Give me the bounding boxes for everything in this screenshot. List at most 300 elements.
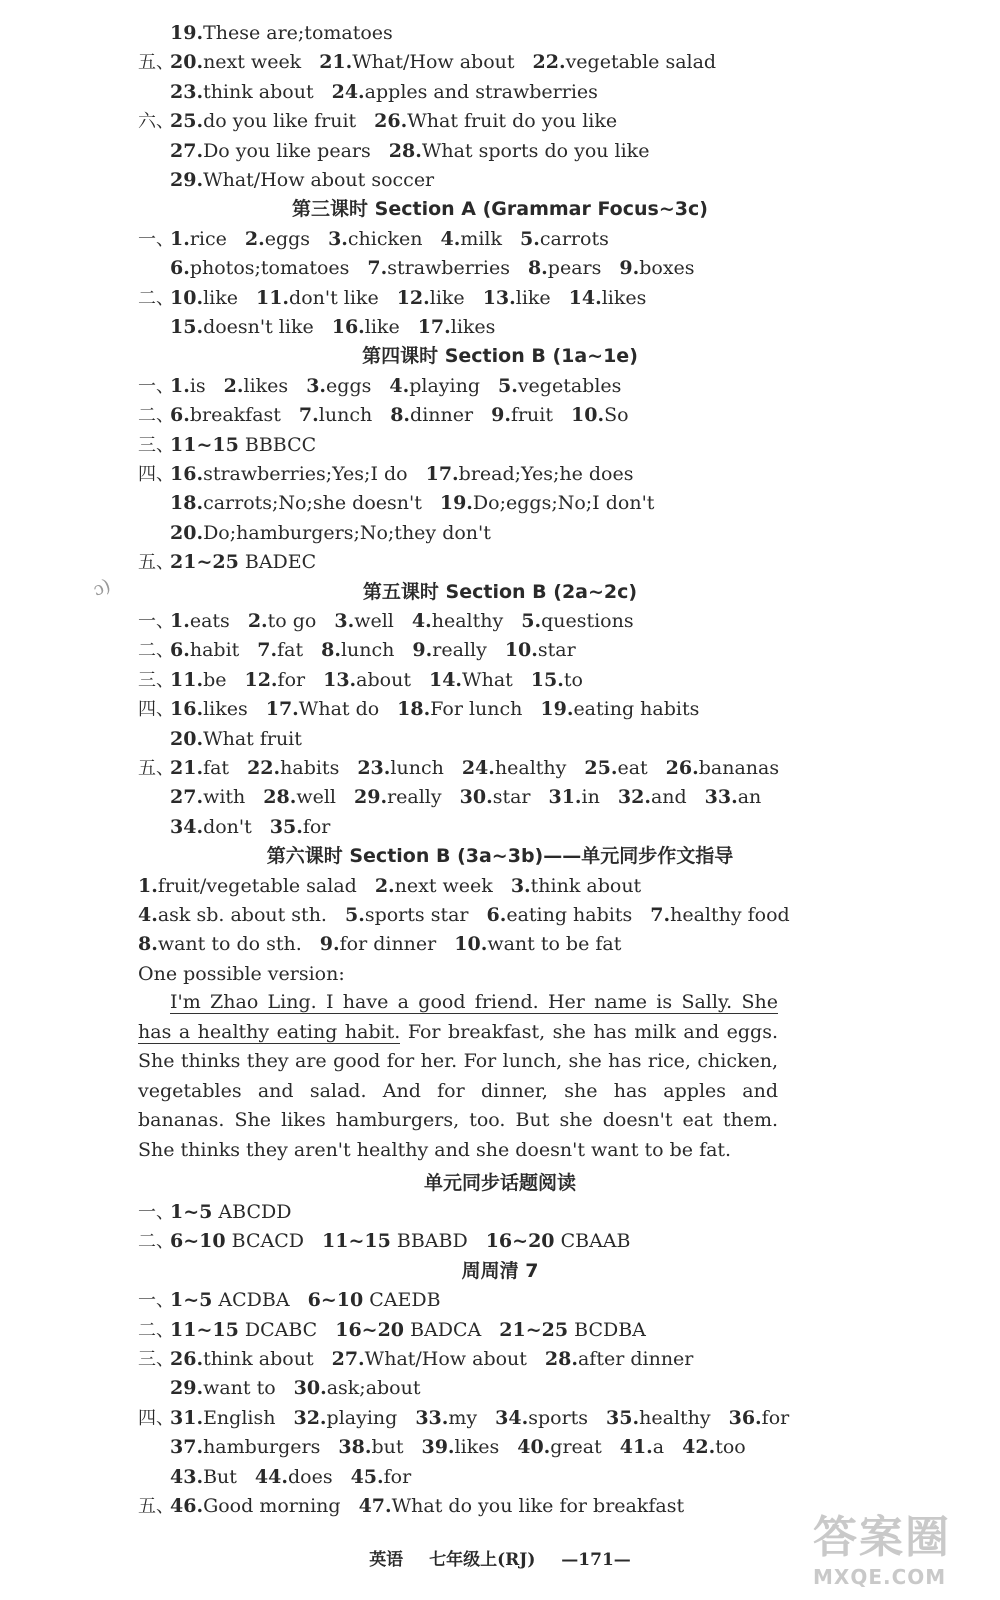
answer-item — [332, 316, 400, 338]
answer-line — [0, 724, 1000, 754]
answer-line — [0, 871, 1000, 901]
answer-line — [0, 1197, 1000, 1227]
answer-item — [454, 933, 621, 955]
answer-text: do you like fruit — [203, 110, 357, 133]
answer-text: star — [492, 786, 531, 809]
question-number: 45. — [350, 1465, 384, 1488]
answer-line — [0, 929, 1000, 959]
question-number: 7. — [367, 257, 388, 280]
answer-item — [390, 404, 473, 426]
answer-text: English — [203, 1406, 276, 1429]
question-number: 6~10 — [170, 1230, 226, 1253]
question-number: 9. — [619, 257, 640, 280]
answer-text: playing — [409, 374, 480, 397]
answer-item — [332, 1348, 527, 1370]
answer-line — [0, 959, 1000, 989]
question-number: 30. — [459, 786, 493, 809]
answer-item — [491, 404, 553, 426]
part-number: 二、 — [138, 640, 174, 662]
question-number: 40. — [517, 1436, 551, 1459]
answer-item — [170, 169, 434, 191]
answer-item — [138, 904, 327, 926]
answer-item — [170, 1230, 304, 1252]
question-number: 3. — [334, 610, 355, 632]
answer-line — [0, 400, 1000, 430]
answer-text: in — [581, 786, 600, 809]
answer-item — [545, 1348, 693, 1370]
question-number: 6. — [486, 904, 507, 926]
answer-text: my — [448, 1406, 478, 1429]
answer-text: milk — [460, 227, 503, 250]
answer-text: about — [356, 668, 411, 691]
footer-grade: 七年级上(RJ) — [429, 1550, 536, 1570]
question-number: 27. — [170, 786, 204, 809]
answer-text: for — [302, 815, 331, 838]
answer-line — [0, 488, 1000, 518]
question-number: 36. — [728, 1406, 762, 1429]
answer-item — [521, 610, 633, 632]
question-number: 34. — [495, 1406, 529, 1429]
answer-text: lunch — [318, 404, 373, 427]
question-number: 23. — [357, 757, 391, 779]
answer-text: really — [432, 639, 487, 662]
answer-line — [0, 165, 1000, 195]
answer-text: strawberries;Yes;I do — [203, 463, 408, 485]
answer-item — [345, 904, 469, 926]
question-number: 28. — [388, 139, 422, 162]
answer-line — [0, 18, 1000, 48]
answer-item — [334, 610, 394, 632]
answer-text: ask;about — [326, 1377, 421, 1400]
question-number: 16. — [170, 463, 204, 485]
question-number: 20. — [170, 521, 204, 544]
question-number: 15. — [530, 668, 564, 691]
question-number: 16~20 — [335, 1318, 405, 1341]
answer-item — [170, 287, 238, 309]
answer-item — [170, 1201, 291, 1223]
answer-item — [170, 698, 248, 720]
answer-line — [0, 224, 1000, 254]
answer-text: lunch — [340, 639, 395, 662]
answer-item — [374, 110, 617, 132]
footer-page-number: —171— — [561, 1550, 631, 1570]
answer-text: after dinner — [577, 1348, 694, 1370]
answer-item — [170, 51, 301, 73]
answer-text: These are;tomatoes — [203, 22, 393, 44]
question-number: 8. — [390, 404, 411, 427]
question-number: 2. — [247, 610, 268, 632]
question-number: 33. — [704, 786, 738, 809]
question-number: 11~15 — [170, 433, 239, 456]
answer-item — [397, 287, 465, 309]
answer-item — [170, 228, 227, 250]
answer-text: lunch — [390, 757, 444, 779]
answer-text: BBABD — [396, 1230, 468, 1253]
answer-text: well — [354, 610, 394, 632]
answer-text: What sports do you like — [421, 139, 650, 162]
question-number: 2. — [223, 374, 244, 397]
answer-item — [170, 1289, 290, 1311]
question-number: 33. — [415, 1406, 449, 1429]
question-number: 34. — [170, 815, 204, 838]
question-number: 21. — [319, 51, 353, 74]
part-number: 二、 — [138, 287, 174, 309]
question-number: 5. — [344, 904, 365, 926]
answer-text: ACDBA — [218, 1289, 290, 1312]
answer-item — [338, 1436, 403, 1458]
question-number: 14. — [568, 286, 602, 309]
question-number: 18. — [397, 698, 431, 721]
section-heading: 周周清 7 — [461, 1259, 539, 1282]
question-number: 41. — [619, 1436, 653, 1459]
answer-text: likes — [243, 374, 289, 397]
answer-text: great — [550, 1436, 602, 1459]
answer-text: carrots;No;she doesn't — [203, 492, 422, 515]
question-number: 20. — [170, 51, 204, 74]
answer-text: fat — [203, 757, 230, 779]
answer-item — [606, 1407, 711, 1429]
answer-item — [170, 757, 229, 779]
question-number: 6. — [170, 639, 190, 662]
answer-item — [462, 757, 567, 779]
essay-text: For breakfast, she has milk and eggs. She thinks they are good for her. For lunch, she has rice, chicken, vegetables and salad. And for dinner, she has apples and bananas. She likes hamburgers, too. But she doesn't eat them. She thinks they aren't healthy and she doesn't want to be fat. — [138, 1020, 778, 1161]
question-number: 6. — [170, 404, 190, 427]
answer-item — [359, 1495, 685, 1517]
question-number: 21~25 — [170, 551, 239, 574]
answer-item — [511, 875, 641, 897]
answer-line — [0, 812, 1000, 842]
answer-text: but — [371, 1436, 404, 1459]
question-number: 26. — [665, 757, 699, 779]
answer-text: pears — [547, 257, 602, 280]
answer-text: want to be fat — [487, 933, 622, 956]
answer-text: CBAAB — [560, 1230, 631, 1253]
question-number: 43. — [170, 1465, 204, 1488]
answer-item — [294, 1377, 421, 1399]
answer-item — [729, 1407, 790, 1429]
answer-line — [0, 459, 1000, 489]
answer-item — [486, 904, 632, 926]
question-number: 3. — [328, 227, 348, 250]
answer-text: vegetables — [517, 374, 622, 397]
answer-item — [517, 1436, 602, 1458]
answer-item — [170, 610, 230, 632]
answer-text: boxes — [639, 257, 695, 280]
question-number: 16~20 — [485, 1230, 555, 1253]
part-number: 五、 — [138, 1496, 174, 1517]
answer-item — [505, 639, 576, 661]
question-number: 6~10 — [307, 1289, 364, 1312]
part-number: 三、 — [138, 434, 174, 456]
answer-item — [528, 257, 601, 279]
question-number: 21. — [170, 757, 204, 779]
answer-text: likes — [203, 698, 248, 721]
answer-line — [0, 106, 1000, 136]
question-number: 10. — [170, 286, 204, 309]
part-number: 二、 — [138, 1319, 174, 1341]
answer-item — [389, 140, 650, 162]
answer-item — [308, 1289, 441, 1311]
watermark-en: MXQE.COM — [813, 1565, 947, 1589]
question-number: 19. — [540, 698, 574, 721]
answer-item — [620, 1436, 664, 1458]
answer-item — [138, 933, 302, 955]
question-number: 13. — [323, 668, 357, 691]
question-number: 13. — [482, 286, 516, 309]
question-number: 38. — [338, 1436, 372, 1459]
answer-item — [299, 404, 372, 426]
answer-text: BCACD — [231, 1230, 304, 1253]
question-number: 9. — [412, 639, 433, 662]
answer-text: is — [189, 374, 206, 397]
answer-text: be — [203, 668, 227, 691]
answer-text: apples and strawberries — [364, 80, 598, 103]
question-number: 8. — [527, 257, 548, 280]
answer-item — [460, 786, 531, 808]
question-number: 17. — [265, 698, 299, 721]
answer-text: What/How about soccer — [203, 169, 435, 191]
answer-text: breakfast — [189, 404, 281, 427]
question-number: 29. — [170, 169, 204, 191]
answer-text: photos;tomatoes — [189, 257, 350, 280]
answer-text: BADCA — [410, 1318, 482, 1341]
answer-item — [495, 1407, 588, 1429]
answer-line — [0, 1432, 1000, 1462]
part-number: 二、 — [138, 405, 174, 427]
answer-item — [569, 287, 647, 309]
question-number: 24. — [461, 757, 495, 779]
answer-item — [357, 757, 444, 779]
answer-text: think about — [203, 1348, 314, 1370]
answer-item — [548, 786, 599, 808]
answer-text: bread;Yes;he does — [458, 463, 634, 485]
answer-text: like — [515, 286, 551, 309]
answer-text: chicken — [347, 227, 423, 250]
answer-text: What fruit — [203, 727, 302, 750]
margin-scribble: ɔ) — [90, 575, 114, 601]
answer-item — [170, 522, 491, 544]
question-number: 28. — [544, 1348, 578, 1370]
answer-item — [255, 1466, 333, 1488]
answer-line — [0, 547, 1000, 577]
answer-line — [0, 1373, 1000, 1403]
answer-item — [323, 669, 411, 691]
answer-text: dinner — [410, 404, 474, 427]
answer-line — [0, 782, 1000, 812]
answer-item — [328, 228, 422, 250]
answer-text: playing — [326, 1406, 398, 1429]
answer-item — [483, 287, 551, 309]
answer-text: likes — [450, 316, 496, 338]
answer-line — [0, 1315, 1000, 1345]
answer-item — [650, 904, 789, 926]
answer-text: healthy — [431, 610, 504, 632]
question-number: 22. — [532, 51, 566, 74]
answer-item — [429, 669, 513, 691]
question-number: 37. — [170, 1436, 204, 1459]
site-watermark — [813, 1501, 978, 1589]
answer-text: a — [652, 1436, 665, 1459]
question-number: 1. — [170, 374, 190, 397]
question-number: 29. — [354, 786, 388, 809]
answer-item — [170, 551, 316, 573]
answer-line — [0, 1285, 1000, 1315]
question-number: 9. — [319, 933, 340, 956]
answer-text: for — [761, 1406, 790, 1429]
answer-item — [170, 492, 422, 514]
question-number: 5. — [520, 227, 540, 250]
answer-text: likes — [601, 286, 647, 309]
answer-item — [389, 375, 480, 397]
section-heading: 第四课时 Section B (1a~1e) — [362, 345, 638, 368]
answer-text: eating habits — [506, 904, 633, 926]
answer-line — [0, 253, 1000, 283]
answer-text: really — [387, 786, 442, 809]
question-number: 32. — [293, 1406, 327, 1429]
answer-text: habits — [280, 757, 340, 779]
answer-item — [170, 1319, 317, 1341]
question-number: 26. — [374, 110, 408, 133]
answer-text: like — [364, 316, 400, 338]
question-number: 11~15 — [322, 1230, 391, 1253]
question-number: 15. — [170, 316, 204, 338]
answer-text: for — [277, 668, 306, 691]
answer-text: doesn't like — [203, 316, 314, 338]
answer-text: think about — [203, 80, 314, 103]
answer-line — [0, 77, 1000, 107]
answer-text: bananas — [698, 757, 780, 779]
part-number: 四、 — [138, 1407, 174, 1429]
part-number: 五、 — [138, 758, 174, 779]
answer-text: and — [650, 786, 687, 809]
answer-line — [0, 1344, 1000, 1374]
answer-item — [248, 610, 317, 632]
question-number: 31. — [170, 1406, 204, 1429]
answer-text: habit — [189, 639, 240, 662]
answer-line — [0, 1226, 1000, 1256]
answer-item — [256, 287, 379, 309]
answer-text: ABCDD — [218, 1201, 292, 1223]
answer-text: want to do sth. — [157, 933, 302, 956]
answer-text: fat — [277, 639, 304, 662]
question-number: 44. — [254, 1465, 288, 1488]
answer-text: carrots — [539, 227, 609, 250]
question-number: 39. — [421, 1436, 455, 1459]
question-number: 25. — [170, 110, 204, 133]
answer-text: sports star — [364, 904, 469, 926]
answer-item — [170, 1348, 314, 1370]
answer-text: What do — [298, 698, 380, 721]
answer-text: vegetable salad — [565, 51, 717, 74]
question-number: 29. — [170, 1377, 204, 1400]
answer-text: But — [203, 1465, 237, 1488]
answer-line — [0, 753, 1000, 783]
answer-text: likes — [454, 1436, 500, 1459]
question-number: 47. — [358, 1495, 392, 1517]
answer-text: BBBCC — [244, 433, 317, 456]
question-number: 4. — [411, 610, 432, 632]
answer-text: hamburgers — [203, 1436, 321, 1459]
answer-text: don't — [203, 815, 252, 838]
answer-item — [170, 639, 239, 661]
answer-line — [0, 47, 1000, 77]
answer-text: healthy — [639, 1406, 711, 1429]
answer-item — [412, 639, 486, 661]
answer-item — [618, 786, 687, 808]
question-number: 5. — [497, 374, 518, 397]
answer-text: for — [383, 1465, 412, 1488]
question-number: 12. — [396, 286, 430, 309]
question-number: 5. — [521, 610, 542, 632]
answer-line — [0, 694, 1000, 724]
answer-line — [0, 312, 1000, 342]
answer-text: So — [604, 404, 629, 427]
answer-item — [170, 140, 371, 162]
question-number: 7. — [650, 904, 671, 926]
part-number: 四、 — [138, 464, 174, 485]
answer-text: Good morning — [203, 1495, 341, 1517]
question-number: 8. — [138, 933, 158, 956]
essay-underlined-text: I'm Zhao Ling. I have a good friend. Her name is Sally. She has a healthy eating habit. — [138, 991, 778, 1043]
question-number: 1. — [138, 874, 158, 897]
answer-item — [170, 786, 245, 808]
answer-text: healthy food — [670, 904, 790, 926]
part-number: 四、 — [138, 699, 174, 721]
section-heading: 单元同步话题阅读 — [423, 1171, 576, 1194]
answer-text: What/How about — [352, 51, 515, 74]
answer-text: fruit/vegetable salad — [157, 874, 357, 897]
answer-text: next week — [203, 51, 302, 74]
part-number: 一、 — [138, 375, 174, 397]
answer-text: with — [203, 786, 246, 809]
question-number: 1~5 — [170, 1201, 213, 1223]
answer-item — [170, 110, 356, 132]
answer-line — [0, 1403, 1000, 1433]
question-number: 2. — [374, 874, 395, 897]
answer-text: fruit — [510, 404, 554, 427]
question-number: 10. — [454, 933, 488, 956]
answer-text: What — [462, 668, 513, 691]
answer-text: don't like — [289, 286, 379, 309]
answer-item — [584, 757, 647, 779]
sample-essay — [138, 988, 778, 1165]
answer-item — [170, 728, 302, 750]
answer-item — [322, 1230, 468, 1252]
answer-item — [440, 492, 655, 514]
answer-text: eat — [617, 757, 648, 779]
part-number: 六、 — [138, 111, 174, 133]
question-number: 12. — [244, 668, 278, 691]
answer-text: for dinner — [339, 933, 437, 956]
answer-item — [421, 1436, 499, 1458]
question-number: 1. — [170, 610, 190, 632]
answer-item — [520, 228, 609, 250]
answer-item — [170, 316, 314, 338]
question-number: 46. — [170, 1495, 204, 1517]
answer-item — [540, 698, 699, 720]
answer-text: like — [429, 286, 465, 309]
section-heading: 第三课时 Section A (Grammar Focus~3c) — [292, 198, 708, 221]
answer-item — [412, 610, 503, 632]
answer-item — [705, 786, 762, 808]
part-number: 一、 — [138, 1202, 174, 1223]
answer-text: well — [296, 786, 337, 809]
answer-item — [486, 1230, 631, 1252]
answer-item — [306, 375, 371, 397]
answer-item — [619, 257, 694, 279]
question-number: 4. — [138, 904, 158, 926]
answer-text: What do you like for breakfast — [391, 1495, 685, 1517]
